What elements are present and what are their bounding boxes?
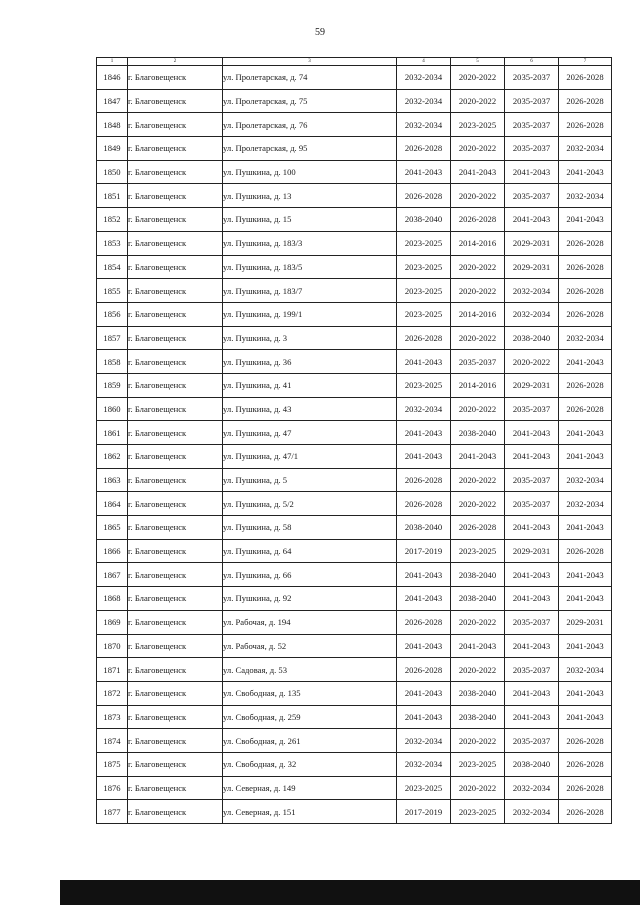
period-cell: 2020-2022 [451, 397, 505, 421]
period-cell: 2020-2022 [451, 610, 505, 634]
period-cell: 2041-2043 [559, 634, 612, 658]
city-cell: г. Благовещенск [128, 184, 223, 208]
period-cell: 2026-2028 [559, 373, 612, 397]
city-cell: г. Благовещенск [128, 752, 223, 776]
period-cell: 2032-2034 [505, 302, 559, 326]
address-cell: ул. Пушкина, д. 43 [223, 397, 397, 421]
period-cell: 2041-2043 [559, 350, 612, 374]
row-number-cell: 1852 [97, 208, 128, 232]
row-number-cell: 1851 [97, 184, 128, 208]
row-number-cell: 1862 [97, 445, 128, 469]
column-header: 1 [97, 58, 128, 66]
period-cell: 2041-2043 [559, 445, 612, 469]
row-number-cell: 1857 [97, 326, 128, 350]
address-cell: ул. Северная, д. 149 [223, 776, 397, 800]
address-cell: ул. Свободная, д. 259 [223, 705, 397, 729]
period-cell: 2041-2043 [559, 208, 612, 232]
address-cell: ул. Пролетарская, д. 74 [223, 66, 397, 90]
period-cell: 2014-2016 [451, 231, 505, 255]
period-cell: 2041-2043 [559, 681, 612, 705]
column-header: 3 [223, 58, 397, 66]
period-cell: 2041-2043 [397, 160, 451, 184]
row-number-cell: 1848 [97, 113, 128, 137]
address-cell: ул. Пушкина, д. 66 [223, 563, 397, 587]
period-cell: 2035-2037 [505, 89, 559, 113]
period-cell: 2023-2025 [397, 231, 451, 255]
table-row [97, 350, 612, 374]
row-number-cell: 1869 [97, 610, 128, 634]
address-cell: ул. Северная, д. 151 [223, 800, 397, 824]
period-cell: 2041-2043 [505, 421, 559, 445]
city-cell: г. Благовещенск [128, 610, 223, 634]
period-cell: 2023-2025 [451, 539, 505, 563]
city-cell: г. Благовещенск [128, 776, 223, 800]
row-number-cell: 1870 [97, 634, 128, 658]
row-number-cell: 1874 [97, 729, 128, 753]
table-row [97, 563, 612, 587]
period-cell: 2017-2019 [397, 800, 451, 824]
period-cell: 2023-2025 [451, 800, 505, 824]
table-row [97, 208, 612, 232]
period-cell: 2026-2028 [559, 231, 612, 255]
period-cell: 2026-2028 [397, 610, 451, 634]
table-row [97, 231, 612, 255]
city-cell: г. Благовещенск [128, 160, 223, 184]
period-cell: 2032-2034 [559, 658, 612, 682]
row-number-cell: 1865 [97, 516, 128, 540]
period-cell: 2035-2037 [505, 729, 559, 753]
row-number-cell: 1854 [97, 255, 128, 279]
table-row [97, 587, 612, 611]
period-cell: 2014-2016 [451, 302, 505, 326]
table-row [97, 302, 612, 326]
period-cell: 2020-2022 [451, 137, 505, 161]
period-cell: 2026-2028 [559, 539, 612, 563]
period-cell: 2041-2043 [505, 563, 559, 587]
table-row [97, 89, 612, 113]
city-cell: г. Благовещенск [128, 350, 223, 374]
address-cell: ул. Пушкина, д. 47/1 [223, 445, 397, 469]
period-cell: 2014-2016 [451, 373, 505, 397]
period-cell: 2023-2025 [397, 373, 451, 397]
city-cell: г. Благовещенск [128, 231, 223, 255]
period-cell: 2026-2028 [397, 137, 451, 161]
period-cell: 2041-2043 [397, 421, 451, 445]
city-cell: г. Благовещенск [128, 208, 223, 232]
period-cell: 2026-2028 [451, 208, 505, 232]
period-cell: 2035-2037 [505, 658, 559, 682]
period-cell: 2041-2043 [505, 208, 559, 232]
table-row [97, 468, 612, 492]
period-cell: 2026-2028 [559, 752, 612, 776]
city-cell: г. Благовещенск [128, 113, 223, 137]
period-cell: 2041-2043 [397, 445, 451, 469]
period-cell: 2038-2040 [505, 752, 559, 776]
row-number-cell: 1849 [97, 137, 128, 161]
table-row [97, 397, 612, 421]
period-cell: 2032-2034 [559, 492, 612, 516]
table-body [97, 66, 612, 824]
city-cell: г. Благовещенск [128, 279, 223, 303]
period-cell: 2041-2043 [505, 160, 559, 184]
period-cell: 2041-2043 [559, 587, 612, 611]
address-cell: ул. Садовая, д. 53 [223, 658, 397, 682]
table-row [97, 421, 612, 445]
address-cell: ул. Свободная, д. 261 [223, 729, 397, 753]
row-number-cell: 1856 [97, 302, 128, 326]
page-number: 59 [315, 27, 325, 38]
table-row [97, 634, 612, 658]
address-cell: ул. Пролетарская, д. 95 [223, 137, 397, 161]
period-cell: 2032-2034 [559, 184, 612, 208]
period-cell: 2041-2043 [505, 587, 559, 611]
city-cell: г. Благовещенск [128, 66, 223, 90]
period-cell: 2026-2028 [559, 66, 612, 90]
table-row [97, 184, 612, 208]
period-cell: 2041-2043 [451, 445, 505, 469]
period-cell: 2041-2043 [397, 563, 451, 587]
table-row [97, 752, 612, 776]
period-cell: 2041-2043 [397, 350, 451, 374]
row-number-cell: 1860 [97, 397, 128, 421]
period-cell: 2026-2028 [559, 279, 612, 303]
period-cell: 2020-2022 [451, 492, 505, 516]
table-row [97, 492, 612, 516]
table-row [97, 516, 612, 540]
table-row [97, 729, 612, 753]
period-cell: 2038-2040 [451, 421, 505, 445]
period-cell: 2020-2022 [505, 350, 559, 374]
table-row [97, 137, 612, 161]
address-cell: ул. Пушкина, д. 183/3 [223, 231, 397, 255]
city-cell: г. Благовещенск [128, 516, 223, 540]
city-cell: г. Благовещенск [128, 397, 223, 421]
period-cell: 2032-2034 [397, 113, 451, 137]
period-cell: 2026-2028 [559, 729, 612, 753]
row-number-cell: 1850 [97, 160, 128, 184]
period-cell: 2035-2037 [505, 397, 559, 421]
table-row [97, 326, 612, 350]
row-number-cell: 1861 [97, 421, 128, 445]
period-cell: 2041-2043 [505, 634, 559, 658]
address-cell: ул. Пушкина, д. 64 [223, 539, 397, 563]
period-cell: 2020-2022 [451, 66, 505, 90]
period-cell: 2026-2028 [559, 113, 612, 137]
period-cell: 2023-2025 [451, 113, 505, 137]
address-cell: ул. Пушкина, д. 183/7 [223, 279, 397, 303]
period-cell: 2041-2043 [559, 516, 612, 540]
city-cell: г. Благовещенск [128, 539, 223, 563]
row-number-cell: 1853 [97, 231, 128, 255]
period-cell: 2029-2031 [505, 231, 559, 255]
period-cell: 2032-2034 [397, 66, 451, 90]
address-cell: ул. Свободная, д. 135 [223, 681, 397, 705]
address-cell: ул. Пушкина, д. 47 [223, 421, 397, 445]
housing-register-table [96, 57, 612, 824]
table-row [97, 658, 612, 682]
table-row [97, 373, 612, 397]
address-cell: ул. Пролетарская, д. 75 [223, 89, 397, 113]
address-cell: ул. Пушкина, д. 3 [223, 326, 397, 350]
row-number-cell: 1871 [97, 658, 128, 682]
period-cell: 2041-2043 [397, 634, 451, 658]
period-cell: 2026-2028 [559, 397, 612, 421]
period-cell: 2035-2037 [451, 350, 505, 374]
period-cell: 2026-2028 [397, 326, 451, 350]
city-cell: г. Благовещенск [128, 729, 223, 753]
row-number-cell: 1866 [97, 539, 128, 563]
column-header: 2 [128, 58, 223, 66]
period-cell: 2032-2034 [505, 800, 559, 824]
address-cell: ул. Свободная, д. 32 [223, 752, 397, 776]
row-number-cell: 1876 [97, 776, 128, 800]
address-cell: ул. Пушкина, д. 199/1 [223, 302, 397, 326]
period-cell: 2020-2022 [451, 729, 505, 753]
table-row [97, 610, 612, 634]
period-cell: 2038-2040 [505, 326, 559, 350]
period-cell: 2020-2022 [451, 89, 505, 113]
city-cell: г. Благовещенск [128, 587, 223, 611]
city-cell: г. Благовещенск [128, 137, 223, 161]
row-number-cell: 1863 [97, 468, 128, 492]
period-cell: 2032-2034 [559, 137, 612, 161]
city-cell: г. Благовещенск [128, 800, 223, 824]
city-cell: г. Благовещенск [128, 373, 223, 397]
period-cell: 2026-2028 [397, 184, 451, 208]
period-cell: 2029-2031 [505, 255, 559, 279]
table-row [97, 113, 612, 137]
address-cell: ул. Пушкина, д. 58 [223, 516, 397, 540]
period-cell: 2026-2028 [397, 658, 451, 682]
row-number-cell: 1847 [97, 89, 128, 113]
period-cell: 2020-2022 [451, 326, 505, 350]
city-cell: г. Благовещенск [128, 634, 223, 658]
row-number-cell: 1846 [97, 66, 128, 90]
table-row [97, 800, 612, 824]
table-row [97, 681, 612, 705]
address-cell: ул. Рабочая, д. 52 [223, 634, 397, 658]
city-cell: г. Благовещенск [128, 302, 223, 326]
period-cell: 2020-2022 [451, 468, 505, 492]
city-cell: г. Благовещенск [128, 658, 223, 682]
period-cell: 2041-2043 [559, 563, 612, 587]
period-cell: 2023-2025 [397, 302, 451, 326]
period-cell: 2020-2022 [451, 184, 505, 208]
period-cell: 2032-2034 [505, 776, 559, 800]
table-row [97, 255, 612, 279]
column-header: 5 [451, 58, 505, 66]
period-cell: 2020-2022 [451, 279, 505, 303]
row-number-cell: 1859 [97, 373, 128, 397]
period-cell: 2041-2043 [559, 421, 612, 445]
period-cell: 2035-2037 [505, 468, 559, 492]
city-cell: г. Благовещенск [128, 326, 223, 350]
table-row [97, 776, 612, 800]
period-cell: 2032-2034 [397, 729, 451, 753]
row-number-cell: 1855 [97, 279, 128, 303]
period-cell: 2038-2040 [451, 681, 505, 705]
period-cell: 2029-2031 [559, 610, 612, 634]
period-cell: 2026-2028 [559, 800, 612, 824]
address-cell: ул. Пушкина, д. 13 [223, 184, 397, 208]
period-cell: 2038-2040 [451, 705, 505, 729]
city-cell: г. Благовещенск [128, 705, 223, 729]
city-cell: г. Благовещенск [128, 563, 223, 587]
city-cell: г. Благовещенск [128, 681, 223, 705]
row-number-cell: 1877 [97, 800, 128, 824]
address-cell: ул. Пушкина, д. 100 [223, 160, 397, 184]
period-cell: 2026-2028 [559, 255, 612, 279]
period-cell: 2020-2022 [451, 658, 505, 682]
address-cell: ул. Рабочая, д. 194 [223, 610, 397, 634]
period-cell: 2035-2037 [505, 66, 559, 90]
row-number-cell: 1868 [97, 587, 128, 611]
period-cell: 2041-2043 [559, 160, 612, 184]
period-cell: 2032-2034 [397, 89, 451, 113]
period-cell: 2026-2028 [451, 516, 505, 540]
period-cell: 2023-2025 [397, 776, 451, 800]
period-cell: 2026-2028 [559, 776, 612, 800]
period-cell: 2026-2028 [397, 492, 451, 516]
address-cell: ул. Пушкина, д. 5 [223, 468, 397, 492]
period-cell: 2032-2034 [397, 752, 451, 776]
period-cell: 2032-2034 [505, 279, 559, 303]
period-cell: 2023-2025 [397, 279, 451, 303]
row-number-cell: 1864 [97, 492, 128, 516]
column-number-row [97, 58, 612, 66]
period-cell: 2035-2037 [505, 184, 559, 208]
address-cell: ул. Пушкина, д. 92 [223, 587, 397, 611]
period-cell: 2026-2028 [559, 89, 612, 113]
row-number-cell: 1875 [97, 752, 128, 776]
city-cell: г. Благовещенск [128, 255, 223, 279]
period-cell: 2023-2025 [451, 752, 505, 776]
column-header: 4 [397, 58, 451, 66]
table-row [97, 160, 612, 184]
city-cell: г. Благовещенск [128, 445, 223, 469]
column-header: 7 [559, 58, 612, 66]
table-row [97, 445, 612, 469]
period-cell: 2029-2031 [505, 373, 559, 397]
table-row [97, 705, 612, 729]
city-cell: г. Благовещенск [128, 492, 223, 516]
period-cell: 2026-2028 [559, 302, 612, 326]
table-row [97, 66, 612, 90]
period-cell: 2035-2037 [505, 113, 559, 137]
row-number-cell: 1867 [97, 563, 128, 587]
city-cell: г. Благовещенск [128, 421, 223, 445]
period-cell: 2029-2031 [505, 539, 559, 563]
period-cell: 2032-2034 [397, 397, 451, 421]
address-cell: ул. Пушкина, д. 5/2 [223, 492, 397, 516]
period-cell: 2017-2019 [397, 539, 451, 563]
period-cell: 2035-2037 [505, 137, 559, 161]
period-cell: 2041-2043 [505, 516, 559, 540]
address-cell: ул. Пушкина, д. 41 [223, 373, 397, 397]
city-cell: г. Благовещенск [128, 468, 223, 492]
column-header: 6 [505, 58, 559, 66]
period-cell: 2041-2043 [397, 587, 451, 611]
period-cell: 2041-2043 [505, 445, 559, 469]
period-cell: 2023-2025 [397, 255, 451, 279]
period-cell: 2038-2040 [451, 587, 505, 611]
period-cell: 2020-2022 [451, 255, 505, 279]
period-cell: 2032-2034 [559, 468, 612, 492]
address-cell: ул. Пушкина, д. 15 [223, 208, 397, 232]
period-cell: 2026-2028 [397, 468, 451, 492]
scan-edge-bar [60, 880, 640, 905]
period-cell: 2032-2034 [559, 326, 612, 350]
period-cell: 2041-2043 [451, 634, 505, 658]
period-cell: 2035-2037 [505, 610, 559, 634]
period-cell: 2041-2043 [451, 160, 505, 184]
period-cell: 2041-2043 [397, 681, 451, 705]
row-number-cell: 1858 [97, 350, 128, 374]
period-cell: 2038-2040 [397, 516, 451, 540]
table-row [97, 279, 612, 303]
period-cell: 2020-2022 [451, 776, 505, 800]
period-cell: 2041-2043 [559, 705, 612, 729]
address-cell: ул. Пушкина, д. 36 [223, 350, 397, 374]
period-cell: 2038-2040 [397, 208, 451, 232]
row-number-cell: 1872 [97, 681, 128, 705]
table-row [97, 539, 612, 563]
period-cell: 2041-2043 [505, 681, 559, 705]
row-number-cell: 1873 [97, 705, 128, 729]
address-cell: ул. Пушкина, д. 183/5 [223, 255, 397, 279]
period-cell: 2038-2040 [451, 563, 505, 587]
period-cell: 2041-2043 [397, 705, 451, 729]
period-cell: 2041-2043 [505, 705, 559, 729]
address-cell: ул. Пролетарская, д. 76 [223, 113, 397, 137]
period-cell: 2035-2037 [505, 492, 559, 516]
city-cell: г. Благовещенск [128, 89, 223, 113]
